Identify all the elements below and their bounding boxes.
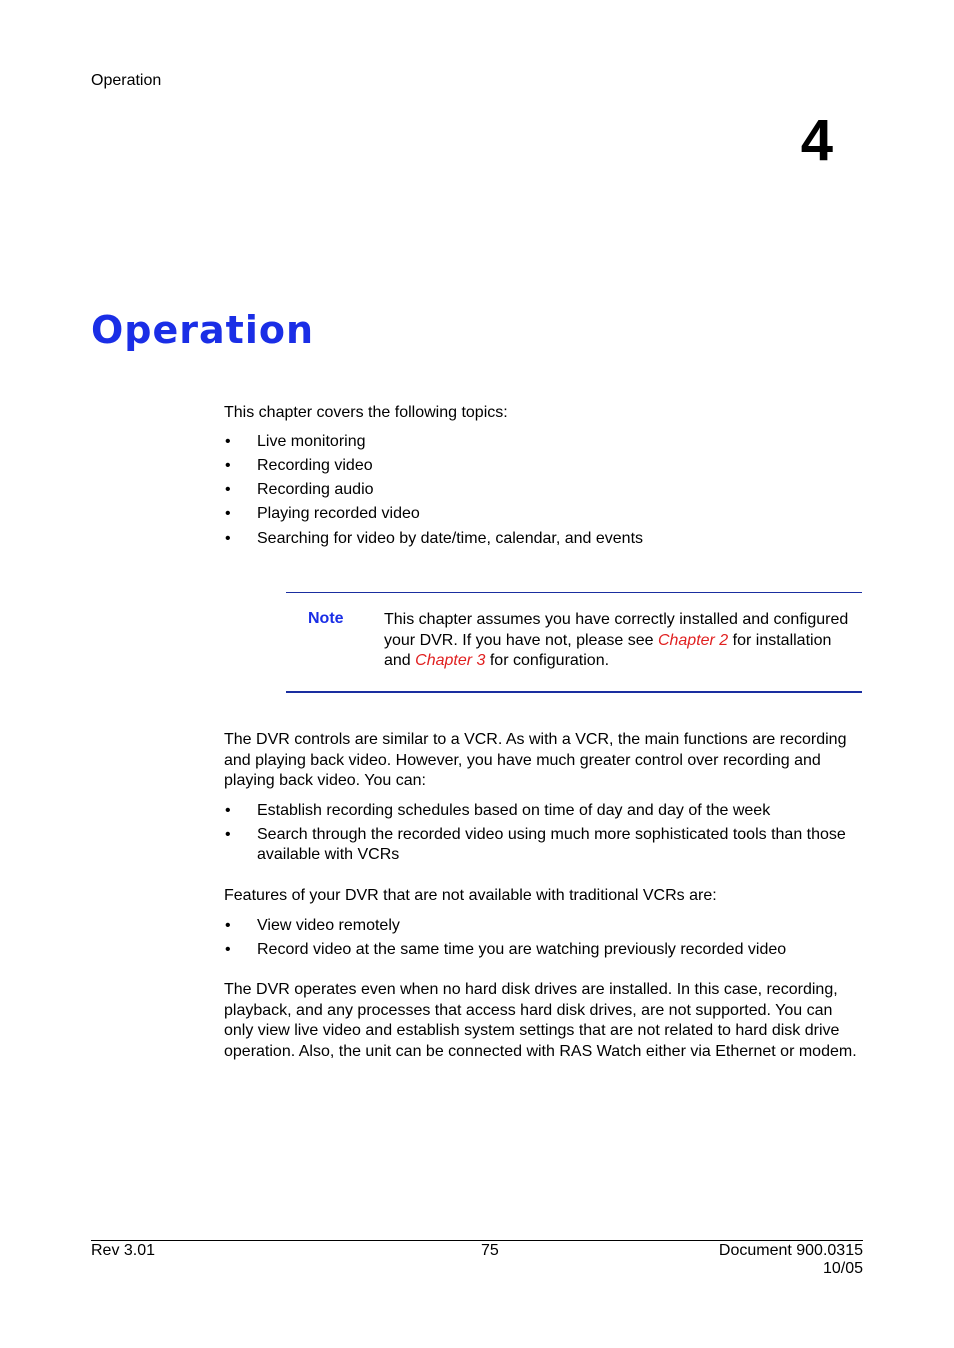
list-item: • Record video at the same time you are watching previously recorded video bbox=[224, 940, 864, 961]
body-paragraph: The DVR operates even when no hard disk drives are installed. In this case, recording, playback, and any processes that access hard disk drives, are not supported. You can only view live video and establish system settings that are not related to hard disk drive operation. Also, the unit can be connected with RAS Watch either via Ethernet or modem. bbox=[224, 981, 857, 1060]
body-paragraph: The DVR controls are similar to a VCR. As with a VCR, the main functions are recording and playing back video. However, you have much greater control over recording and playing back video. You can: bbox=[224, 731, 847, 789]
list-item: • View video remotely bbox=[224, 916, 864, 937]
list-item: • Recording audio bbox=[224, 480, 864, 501]
footer-divider bbox=[91, 1240, 863, 1241]
note-text-part: for configuration. bbox=[485, 652, 610, 669]
footer-document-number: Document 900.0315 bbox=[718, 1242, 863, 1259]
list-item: • Searching for video by date/time, calendar, and events bbox=[224, 529, 864, 550]
features-list bbox=[224, 916, 864, 961]
note-text-part: This chapter assumes you have correctly installed and configured your DVR. If you have not, please see bbox=[384, 611, 849, 649]
list-item: • Search through the recorded video using much more sophisticated tools than those available with VCRs bbox=[224, 825, 864, 866]
no-disk-section bbox=[224, 980, 864, 1062]
topic-list bbox=[224, 432, 864, 550]
chapter-2-link[interactable]: Chapter 2 bbox=[657, 631, 729, 649]
note-box bbox=[286, 592, 862, 693]
note-label: Note bbox=[308, 610, 344, 627]
list-item: • Playing recorded video bbox=[224, 504, 864, 525]
chapter-number: 4 bbox=[800, 108, 833, 173]
list-item: • Establish recording schedules based on time of day and day of the week bbox=[224, 801, 864, 822]
chapter-3-link[interactable]: Chapter 3 bbox=[415, 652, 486, 669]
list-item: • Recording video bbox=[224, 456, 864, 477]
running-header: Operation bbox=[91, 72, 162, 89]
note-text-part: for installation and bbox=[384, 631, 832, 669]
intro-section bbox=[224, 403, 864, 553]
capabilities-list bbox=[224, 801, 864, 866]
footer-page-number: 75 bbox=[481, 1242, 499, 1259]
list-item: • Live monitoring bbox=[224, 432, 864, 453]
features-section bbox=[224, 886, 864, 964]
note-text bbox=[384, 610, 854, 672]
footer-document bbox=[719, 1242, 863, 1278]
chapter-title: Operation bbox=[91, 308, 315, 352]
intro-lead: This chapter covers the following topics: bbox=[224, 404, 508, 421]
controls-section bbox=[224, 730, 864, 870]
body-paragraph: Features of your DVR that are not available with traditional VCRs are: bbox=[224, 887, 717, 904]
footer-date: 10/05 bbox=[822, 1260, 863, 1277]
footer-revision: Rev 3.01 bbox=[91, 1242, 156, 1259]
